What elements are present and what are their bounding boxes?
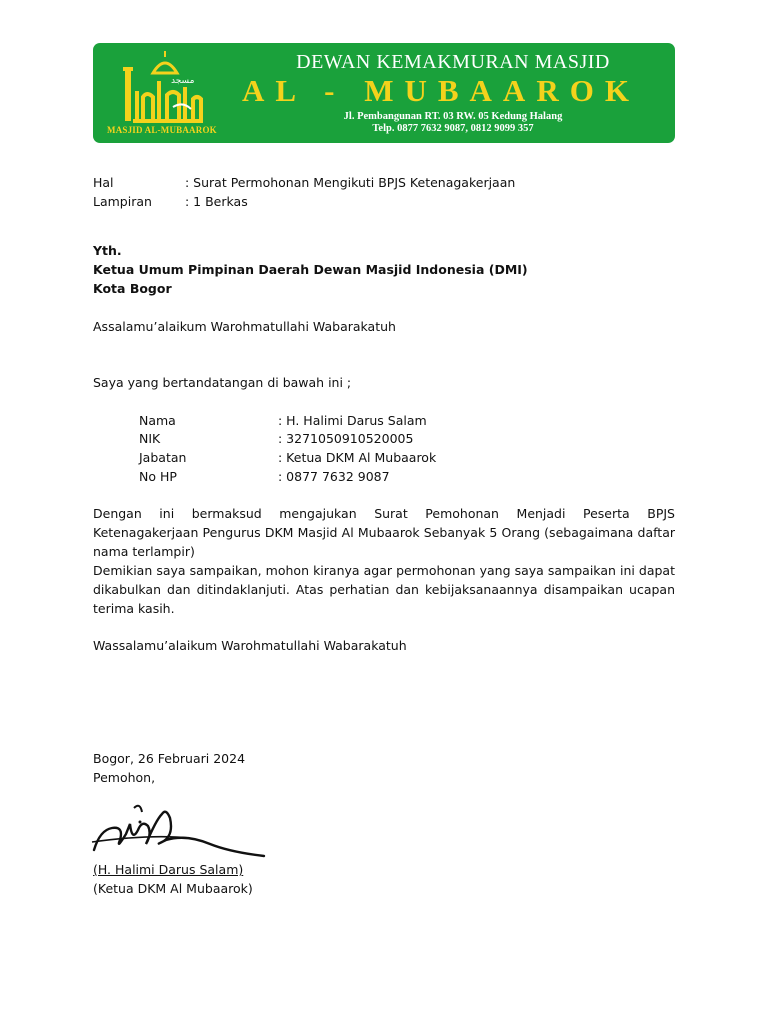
hal-value: : Surat Permohonan Mengikuti BPJS Ketenagakerjaan [185, 175, 516, 190]
identity-label: Jabatan [139, 450, 187, 465]
recipient-name: Ketua Umum Pimpinan Daerah Dewan Masjid Indonesia (DMI) [93, 262, 528, 277]
intro-text: Saya yang bertandatangan di bawah ini ; [93, 375, 352, 390]
body-paragraph-1: Dengan ini bermaksud mengajukan Surat Pemohonan Menjadi Peserta BPJS Ketenagakerjaan Pengurus DKM Masjid Al Mubaarok Sebanyak 5 Orang (sebagaimana daftar nama terlampir) [93, 506, 675, 559]
identity-value: : Ketua DKM Al Mubaarok [278, 450, 437, 465]
letterhead-banner [93, 43, 675, 143]
recipient-city: Kota Bogor [93, 281, 172, 296]
signer-title: (Ketua DKM Al Mubaarok) [93, 881, 253, 896]
address-line: Jl. Pembangunan RT. 03 RW. 05 Kedung Halang [343, 111, 563, 122]
identity-label: Nama [139, 413, 176, 428]
svg-text:مسجد: مسجد [171, 76, 195, 86]
lampiran-value: : 1 Berkas [185, 194, 248, 209]
identity-label: No HP [139, 469, 177, 484]
identity-value: : H. Halimi Darus Salam [278, 413, 427, 428]
identity-value: : 0877 7632 9087 [278, 469, 390, 484]
greeting: Assalamu’alaikum Warohmatullahi Wabarakatuh [93, 319, 396, 334]
phone-line: Telp. 0877 7632 9087, 0812 9099 357 [372, 123, 534, 134]
place-date: Bogor, 26 Februari 2024 [93, 751, 246, 766]
org-name-line1: DEWAN KEMAKMURAN MASJID [296, 51, 610, 73]
recipient-salutation: Yth. [93, 243, 122, 258]
signature-icon [90, 800, 270, 862]
mosque-logo [107, 51, 217, 135]
role-label: Pemohon, [93, 770, 156, 785]
signer-name: (H. Halimi Darus Salam) [93, 862, 244, 877]
identity-label: NIK [139, 431, 161, 446]
org-address [253, 111, 653, 135]
identity-value: : 3271050910520005 [278, 431, 414, 446]
closing-greeting: Wassalamu’alaikum Warohmatullahi Wabarakatuh [93, 638, 407, 653]
signature-image [90, 800, 270, 866]
logo-caption: MASJID AL-MUBAAROK [107, 125, 217, 135]
mosque-logo-icon [113, 51, 205, 125]
org-name-line2: AL - MUBAAROK [242, 73, 640, 108]
hal-label: Hal [93, 175, 114, 190]
body-paragraph-2: Demikian saya sampaikan, mohon kiranya agar permohonan yang saya sampaikan ini dapat dikabulkan dan ditindaklanjuti. Atas perhatian dan kebijaksanaannya disampaikan ucapan terima kasih. [93, 563, 675, 616]
lampiran-label: Lampiran [93, 194, 152, 209]
